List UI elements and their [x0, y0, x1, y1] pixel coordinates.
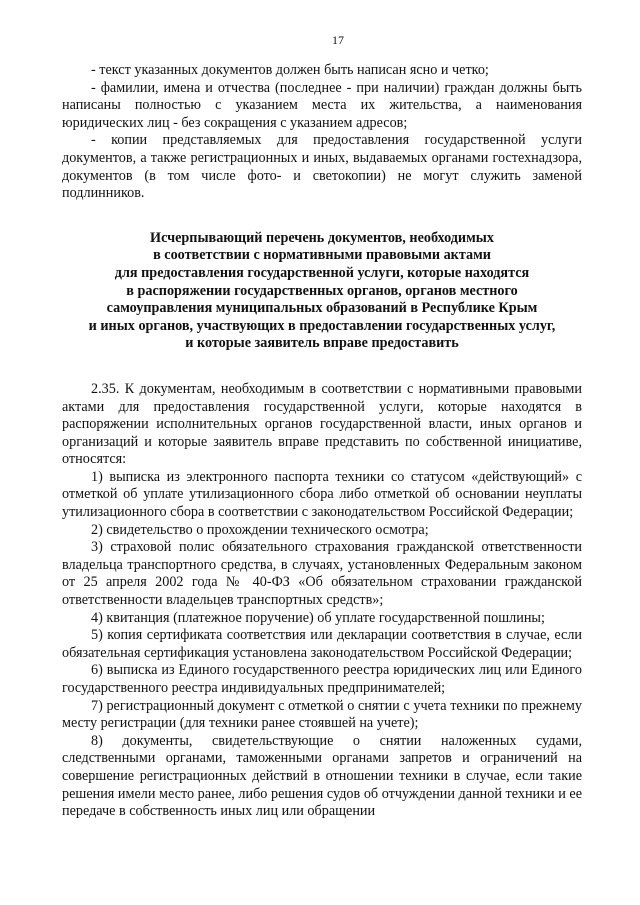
heading-line: для предоставления государственной услуги, которые находятся [114, 264, 530, 281]
body-paragraph: 2.35. К документам, необходимым в соответствии с нормативными правовыми актами для предоставления государственной услуги, которые находятся в распоряжении исполнительных органов государственной власти, иных органов и организаций и которые заявитель вправе представить по собственной инициативе, относятся: [62, 380, 582, 468]
list-item: 3) страховой полис обязательного страхования гражданской ответственности владельца транспортного средства, в случаях, установленных Федеральным законом от 25 апреля 2002 года № 40-ФЗ «Об обязательном страховании гражданской ответственности владельцев транспортных средств»; [62, 539, 582, 609]
list-item: 8) документы, свидетельствующие о снятии наложенных судами, следственными органами, таможенными органами запретов и ограничений на совершение регистрационных действий в отношении техники в случае, если такие решения имели место ранее, либо решения судов об отчуждении данной техники и ее передаче в собственность иных лиц или обращении [62, 732, 582, 820]
intro-paragraph: - текст указанных документов должен быть написан ясно и четко; [91, 62, 489, 78]
document-body [62, 62, 582, 821]
heading-line: и которые заявитель вправе предоставить [185, 335, 459, 352]
heading-line: и иных органов, участвующих в предоставлении государственных услуг, [88, 317, 556, 334]
list-item: 2) свидетельство о прохождении технического осмотра; [91, 521, 429, 538]
heading-line: в соответствии с нормативными правовыми актами [153, 247, 491, 264]
intro-paragraph: - фамилии, имена и отчества (последнее - при наличии) граждан должны быть написаны полностью с указанием места их жительства, а наименования юридических лиц - без сокращения с указанием адресов; [62, 79, 582, 131]
list-item: 6) выписка из Единого государственного реестра юридических лиц или Единого государственного реестра индивидуальных предпринимателей; [62, 662, 582, 696]
section-heading [62, 230, 582, 353]
page-number: 17 [332, 33, 344, 47]
heading-line: самоуправления муниципальных образований в Республике Крым [106, 300, 538, 317]
list-item: 5) копия сертификата соответствия или декларации соответствия в случае, если обязательная сертификация установлена законодательством Российской Федерации; [62, 627, 582, 661]
heading-line: Исчерпывающий перечень документов, необходимых [150, 229, 494, 246]
list-item: 1) выписка из электронного паспорта техники со статусом «действующий» с отметкой об уплате утилизационного сбора либо отметкой об основании неуплаты утилизационного сбора в соответствии с законодательством Российской Федерации; [62, 468, 582, 521]
heading-line: в распоряжении государственных органов, органов местного [126, 282, 518, 299]
list-item: 7) регистрационный документ с отметкой о снятии с учета техники по прежнему месту регистрации (для техники ранее стоявшей на учете); [62, 697, 582, 732]
intro-paragraph: - копии представляемых для предоставления государственной услуги документов, а также регистрационных и иных, выдаваемых органами гостехнадзора, документов (в том числе фото- и светокопии) не могут служить заменой подлинников. [62, 132, 582, 202]
list-item: 4) квитанция (платежное поручение) об уплате государственной пошлины; [91, 609, 545, 626]
